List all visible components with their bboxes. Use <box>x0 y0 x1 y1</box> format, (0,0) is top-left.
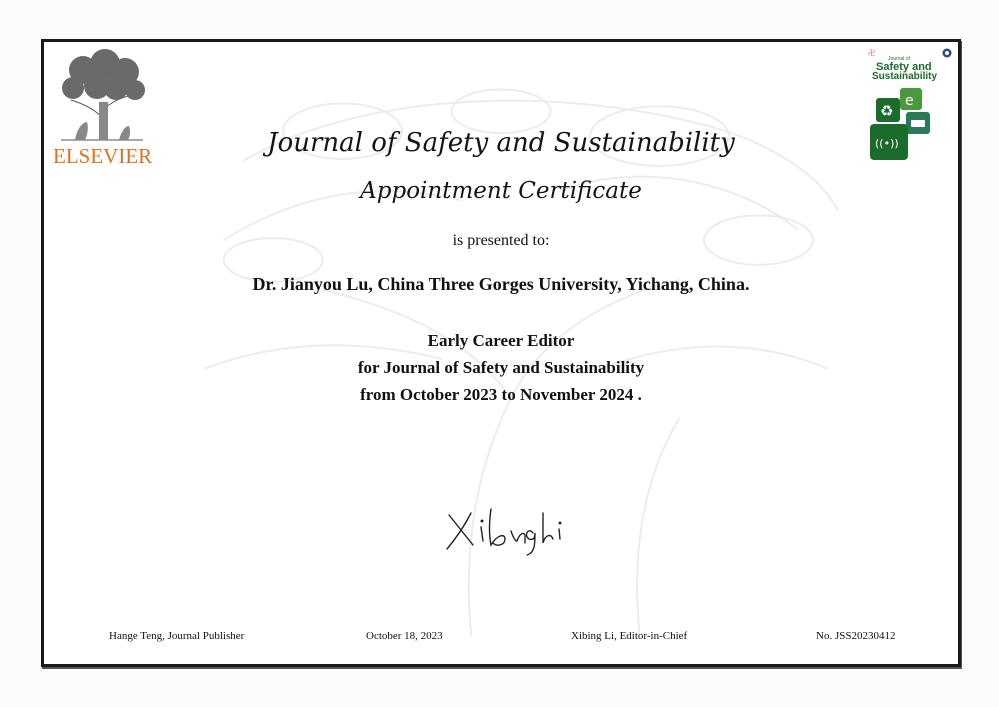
svg-text:卍: 卍 <box>868 50 875 57</box>
svg-text:♻: ♻ <box>880 102 894 120</box>
recipient-name: Dr. Jianyou Lu, China Three Gorges University, Yichang, China. <box>252 274 750 294</box>
journal-logo-line1: Safety and <box>876 61 932 73</box>
certificate-subtitle: Appointment Certificate <box>360 178 642 204</box>
footer-date: October 18, 2023 <box>366 630 443 642</box>
journal-title: Journal of Safety and Sustainability <box>267 128 735 158</box>
role-term: from October 2023 to November 2024 . <box>360 385 642 404</box>
footer-publisher: Hange Teng, Journal Publisher <box>109 630 245 642</box>
footer-editor: Xibing Li, Editor-in-Chief <box>571 630 688 642</box>
role-journal: for Journal of Safety and Sustainability <box>357 358 645 377</box>
appointment-details <box>44 327 958 408</box>
certificate-sheet <box>41 39 961 667</box>
elsevier-wordmark: ELSEVIER <box>53 144 153 168</box>
presented-to-label: is presented to: <box>452 232 550 249</box>
journal-logo-line2: Sustainability <box>872 71 938 82</box>
handwritten-signature-icon <box>439 497 569 557</box>
journal-logo-small-line: Journal of <box>888 56 910 62</box>
svg-text:((•)): ((•)) <box>875 137 899 150</box>
footer-certificate-number: No. JSS20230412 <box>816 630 896 642</box>
svg-text:e: e <box>905 93 914 109</box>
role-title: Early Career Editor <box>427 331 575 350</box>
